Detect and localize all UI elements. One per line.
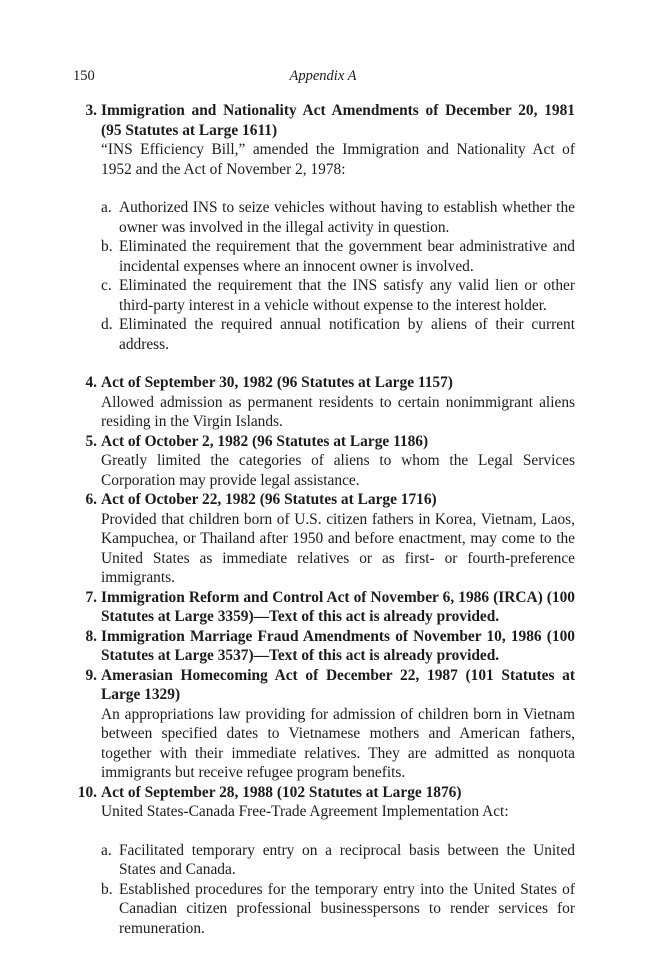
sub-item <box>101 880 575 939</box>
sub-item <box>101 198 575 237</box>
list-item <box>75 627 575 666</box>
sub-item <box>101 237 575 276</box>
sub-list <box>101 841 575 939</box>
item-number: 10. <box>77 783 97 801</box>
page-number: 150 <box>73 68 95 84</box>
item-heading: Act of October 22, 1982 (96 Statutes at Large 1716) <box>101 491 437 508</box>
running-head: Appendix A <box>289 68 357 84</box>
sub-item-letter: c. <box>101 277 112 294</box>
item-description: “INS Efficiency Bill,” amended the Immigration and Nationality Act of 1952 and the Act of November 2, 1978: <box>101 141 575 178</box>
sub-item-letter: a. <box>101 841 112 859</box>
item-heading: Act of September 28, 1988 (102 Statutes at Large 1876) <box>101 783 462 801</box>
list-item <box>75 666 575 783</box>
item-description: Allowed admission as permanent residents to certain nonimmigrant aliens residing in the Virgin Islands. <box>101 393 575 430</box>
list-item <box>75 101 575 354</box>
sub-item <box>101 315 575 354</box>
sub-list <box>101 198 575 354</box>
sub-item <box>101 276 575 315</box>
item-heading: Immigration Reform and Control Act of November 6, 1986 (IRCA) (100 Statutes at Large 3359)—Text of this act is already provided. <box>101 588 575 625</box>
list-item <box>75 373 575 432</box>
item-number: 9. <box>85 666 97 684</box>
item-description: Provided that children born of U.S. citizen fathers in Korea, Vietnam, Laos, Kampuchea, or Thailand after 1950 and before enactment, may come to the United States as immediate relatives or as first- or fourth-preference immigrants. <box>101 510 575 586</box>
sub-item-text: Facilitated temporary entry on a reciprocal basis between the United States and Canada. <box>119 841 575 878</box>
list-item <box>75 432 575 491</box>
sub-item-text: Authorized INS to seize vehicles without having to establish whether the owner was involved in the illegal activity in question. <box>119 199 575 236</box>
item-heading: Immigration and Nationality Act Amendments of December 20, 1981 (95 Statutes at Large 1611) <box>101 102 575 139</box>
sub-item-text: Established procedures for the temporary entry into the United States of Canadian citizen professional businesspersons to render services for remuneration. <box>119 880 575 937</box>
sub-item-text: Eliminated the requirement that the INS satisfy any valid lien or other third-party interest in a vehicle without expense to the interest holder. <box>119 277 575 314</box>
item-number: 7. <box>85 588 97 606</box>
item-description: Greatly limited the categories of aliens to whom the Legal Services Corporation may provide legal assistance. <box>101 452 575 489</box>
sub-item-text: Eliminated the requirement that the government bear administrative and incidental expenses where an innocent owner is involved. <box>119 238 575 275</box>
sub-item-letter: b. <box>101 238 113 255</box>
list-item <box>75 588 575 627</box>
item-number: 6. <box>85 491 97 508</box>
sub-item-letter: a. <box>101 199 112 216</box>
sub-item <box>101 841 575 880</box>
item-heading: Immigration Marriage Fraud Amendments of November 10, 1986 (100 Statutes at Large 3537)—Text of this act is already provided. <box>101 627 575 664</box>
item-heading: Act of September 30, 1982 (96 Statutes at Large 1157) <box>101 374 453 391</box>
sub-item-letter: b. <box>101 880 113 898</box>
item-number: 3. <box>85 102 97 119</box>
sub-item-text: Eliminated the required annual notification by aliens of their current address. <box>119 316 575 353</box>
item-description: An appropriations law providing for admission of children born in Vietnam between specified dates to Vietnamese mothers and American fathers, together with their immediate relatives. They are admitted as nonquota immigrants but receive refugee program benefits. <box>101 705 575 781</box>
page-header <box>73 68 573 88</box>
item-number: 8. <box>85 627 97 645</box>
item-number: 4. <box>85 374 97 391</box>
list-item <box>75 783 575 939</box>
item-heading: Amerasian Homecoming Act of December 22, 1987 (101 Statutes at Large 1329) <box>101 666 575 703</box>
sub-item-letter: d. <box>101 316 113 333</box>
item-description: United States-Canada Free-Trade Agreement Implementation Act: <box>101 803 509 820</box>
item-heading: Act of October 2, 1982 (96 Statutes at Large 1186) <box>101 432 429 450</box>
item-number: 5. <box>85 432 97 450</box>
page-body <box>75 101 575 957</box>
list-item <box>75 490 575 588</box>
